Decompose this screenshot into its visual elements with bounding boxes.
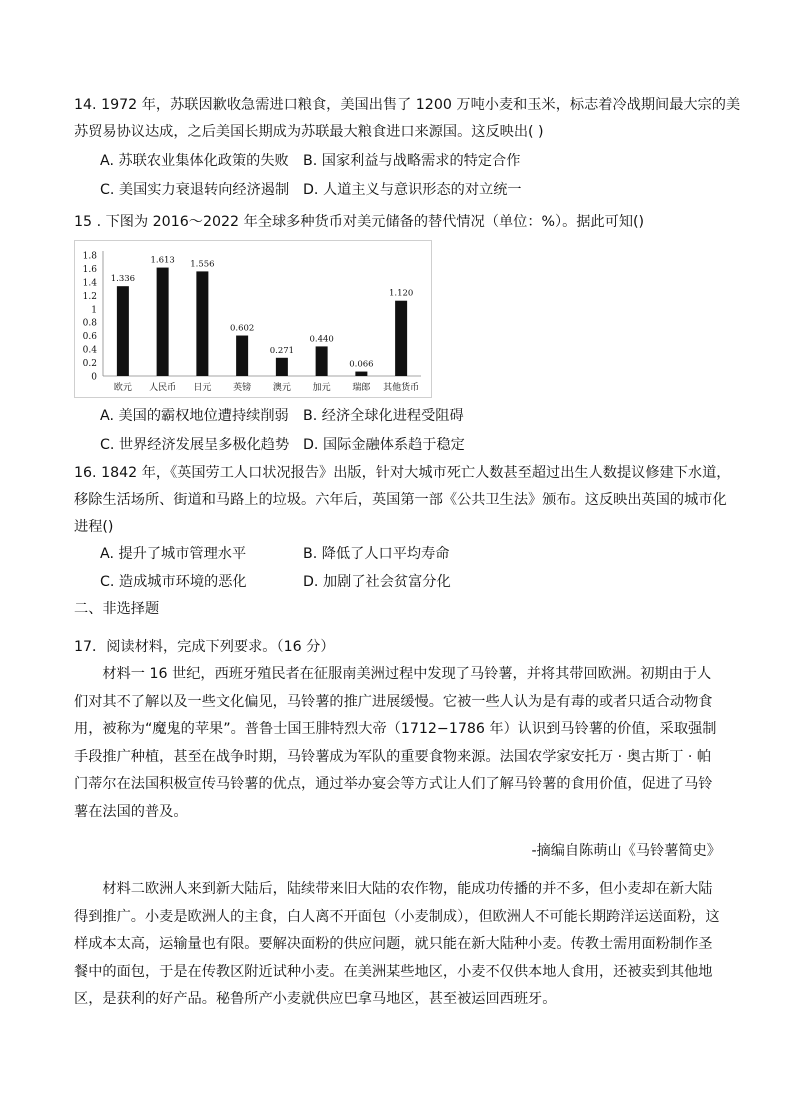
q16-option-c: C. 造成城市环境的恶化: [100, 574, 247, 590]
bar-value-label: 1.336: [110, 274, 136, 285]
bar-value-label: 0.066: [349, 359, 374, 370]
bar: [355, 372, 367, 376]
q14-option-a: A. 苏联农业集体化政策的失败: [100, 153, 289, 169]
y-tick-label: 1.4: [82, 278, 97, 289]
q17-material2: 材料二欧洲人来到新大陆后，陆续带来旧大陆的农作物，能成功传播的并不多，但小麦却在新大陆得到推广。小麦是欧洲人的主食，白人离不开面包（小麦制成），但欧洲人不可能长期跨洋运送面粉，这样成本太高，运输量也有限。要解决面粉的供应问题，就只能在新大陆种小麦。传教士需用面粉制作圣餐中的面包，于是在传教区附近试种小麦。在美洲某些地区，小麦不仅供本地人食用，还被卖到其他地区，是获利的好产品。秘鲁所产小麦就供应巴拿马地区，甚至被运回西班牙。: [74, 881, 720, 1007]
bar: [117, 286, 129, 376]
q15-option-d: D. 国际金融体系趋于稳定: [303, 437, 465, 453]
y-tick-label: 0.2: [82, 359, 97, 370]
q15-option-c: C. 世界经济发展呈多极化趋势: [100, 437, 290, 453]
y-tick-label: 1.8: [82, 251, 97, 262]
category-label: 其他货币: [383, 383, 420, 393]
q15-option-a: A. 美国的霸权地位遭持续削弱: [100, 408, 289, 424]
bar-value-label: 0.602: [229, 323, 255, 334]
bar-chart: [75, 241, 431, 401]
q15-option-b: B. 经济全球化进程受阻碍: [303, 408, 464, 424]
bar: [395, 301, 407, 376]
y-tick-label: 0.4: [82, 345, 97, 356]
category-label: 日元: [193, 383, 212, 393]
y-tick-label: 1.6: [82, 264, 97, 275]
y-tick-label: 1.2: [82, 291, 97, 302]
currency-reserve-chart: [74, 240, 432, 398]
q14-stem-line1: 14. 1972 年，苏联因歉收急需进口粮食，美国出售了 1200 万吨小麦和玉米，标志着冷战期间最大宗的美: [74, 97, 741, 113]
q16-option-a: A. 提升了城市管理水平: [100, 546, 247, 562]
category-label: 英镑: [233, 383, 252, 393]
q14-option-d: D. 人道主义与意识形态的对立统一: [303, 182, 522, 198]
bar-value-label: 0.440: [309, 334, 334, 345]
category-label: 瑞郎: [352, 383, 371, 393]
category-label: 人民币: [149, 383, 177, 393]
section-title: 二、非选择题: [74, 601, 160, 617]
bar-value-label: 1.613: [150, 255, 175, 266]
bar: [236, 336, 248, 376]
y-tick-label: 0: [91, 372, 97, 383]
bar-value-label: 1.556: [190, 259, 215, 270]
y-tick-label: 0.6: [82, 332, 97, 343]
q14-option-c: C. 美国实力衰退转向经济遏制: [100, 182, 290, 198]
q17-material1-block: [74, 661, 724, 826]
bar: [196, 271, 208, 376]
y-tick-label: 0.8: [82, 318, 97, 329]
category-label: 欧元: [113, 383, 132, 393]
q16-option-d: D. 加剧了社会贫富分化: [303, 574, 451, 590]
bar: [276, 358, 288, 376]
q16-stem-line2: 移除生活场所、街道和马路上的垃圾。六年后，英国第一部《公共卫生法》颁布。这反映出英国的城市化: [74, 492, 727, 508]
chart-svg: [75, 241, 431, 397]
q17-material2-block: [74, 876, 724, 1014]
bar: [157, 268, 169, 376]
q17-source1: -摘编自陈萌山《马铃薯简史》: [531, 843, 721, 859]
bar: [316, 346, 328, 376]
category-label: 澳元: [272, 383, 291, 393]
category-label: 加元: [312, 383, 331, 393]
bar-value-label: 0.271: [269, 345, 295, 356]
q15-stem: 15 . 下图为 2016～2022 年全球多种货币对美元储备的替代情况（单位：%）。据此可知(): [74, 214, 645, 230]
q16-stem-line1: 16. 1842 年，《英国劳工人口状况报告》出版，针对大城市死亡人数甚至超过出生人数提议修建下水道，: [74, 465, 731, 481]
q16-option-b: B. 降低了人口平均寿命: [303, 546, 450, 562]
q17-material1: 材料一 16 世纪，西班牙殖民者在征服南美洲过程中发现了马铃薯，并将其带回欧洲。初期由于人们对其不了解以及一些文化偏见，马铃薯的推广进展缓慢。它被一些人认为是有毒的或者只适合动物食用，被称为“魔鬼的苹果”。普鲁士国王腓特烈大帝（1712−1786 年）认识到马铃薯的价值，采取强制手段推广种植，甚至在战争时期，马铃薯成为军队的重要食物来源。法国农学家安托万 · 奥古斯丁 · 帕门蒂尔在法国积极宣传马铃薯的优点，通过举办宴会等方式让人们了解马铃薯的食用价值，促进了马铃薯在法国的普及。: [74, 666, 717, 820]
q16-stem-line3: 进程(): [74, 519, 114, 535]
y-tick-label: 1: [91, 305, 97, 316]
q14-stem-line2: 苏贸易协议达成，之后美国长期成为苏联最大粮食进口来源国。这反映出( ): [74, 124, 544, 140]
bar-value-label: 1.120: [388, 288, 414, 299]
q14-option-b: B. 国家利益与战略需求的特定合作: [303, 153, 521, 169]
q17-stem: 17．阅读材料，完成下列要求。（16 分）: [74, 639, 335, 655]
